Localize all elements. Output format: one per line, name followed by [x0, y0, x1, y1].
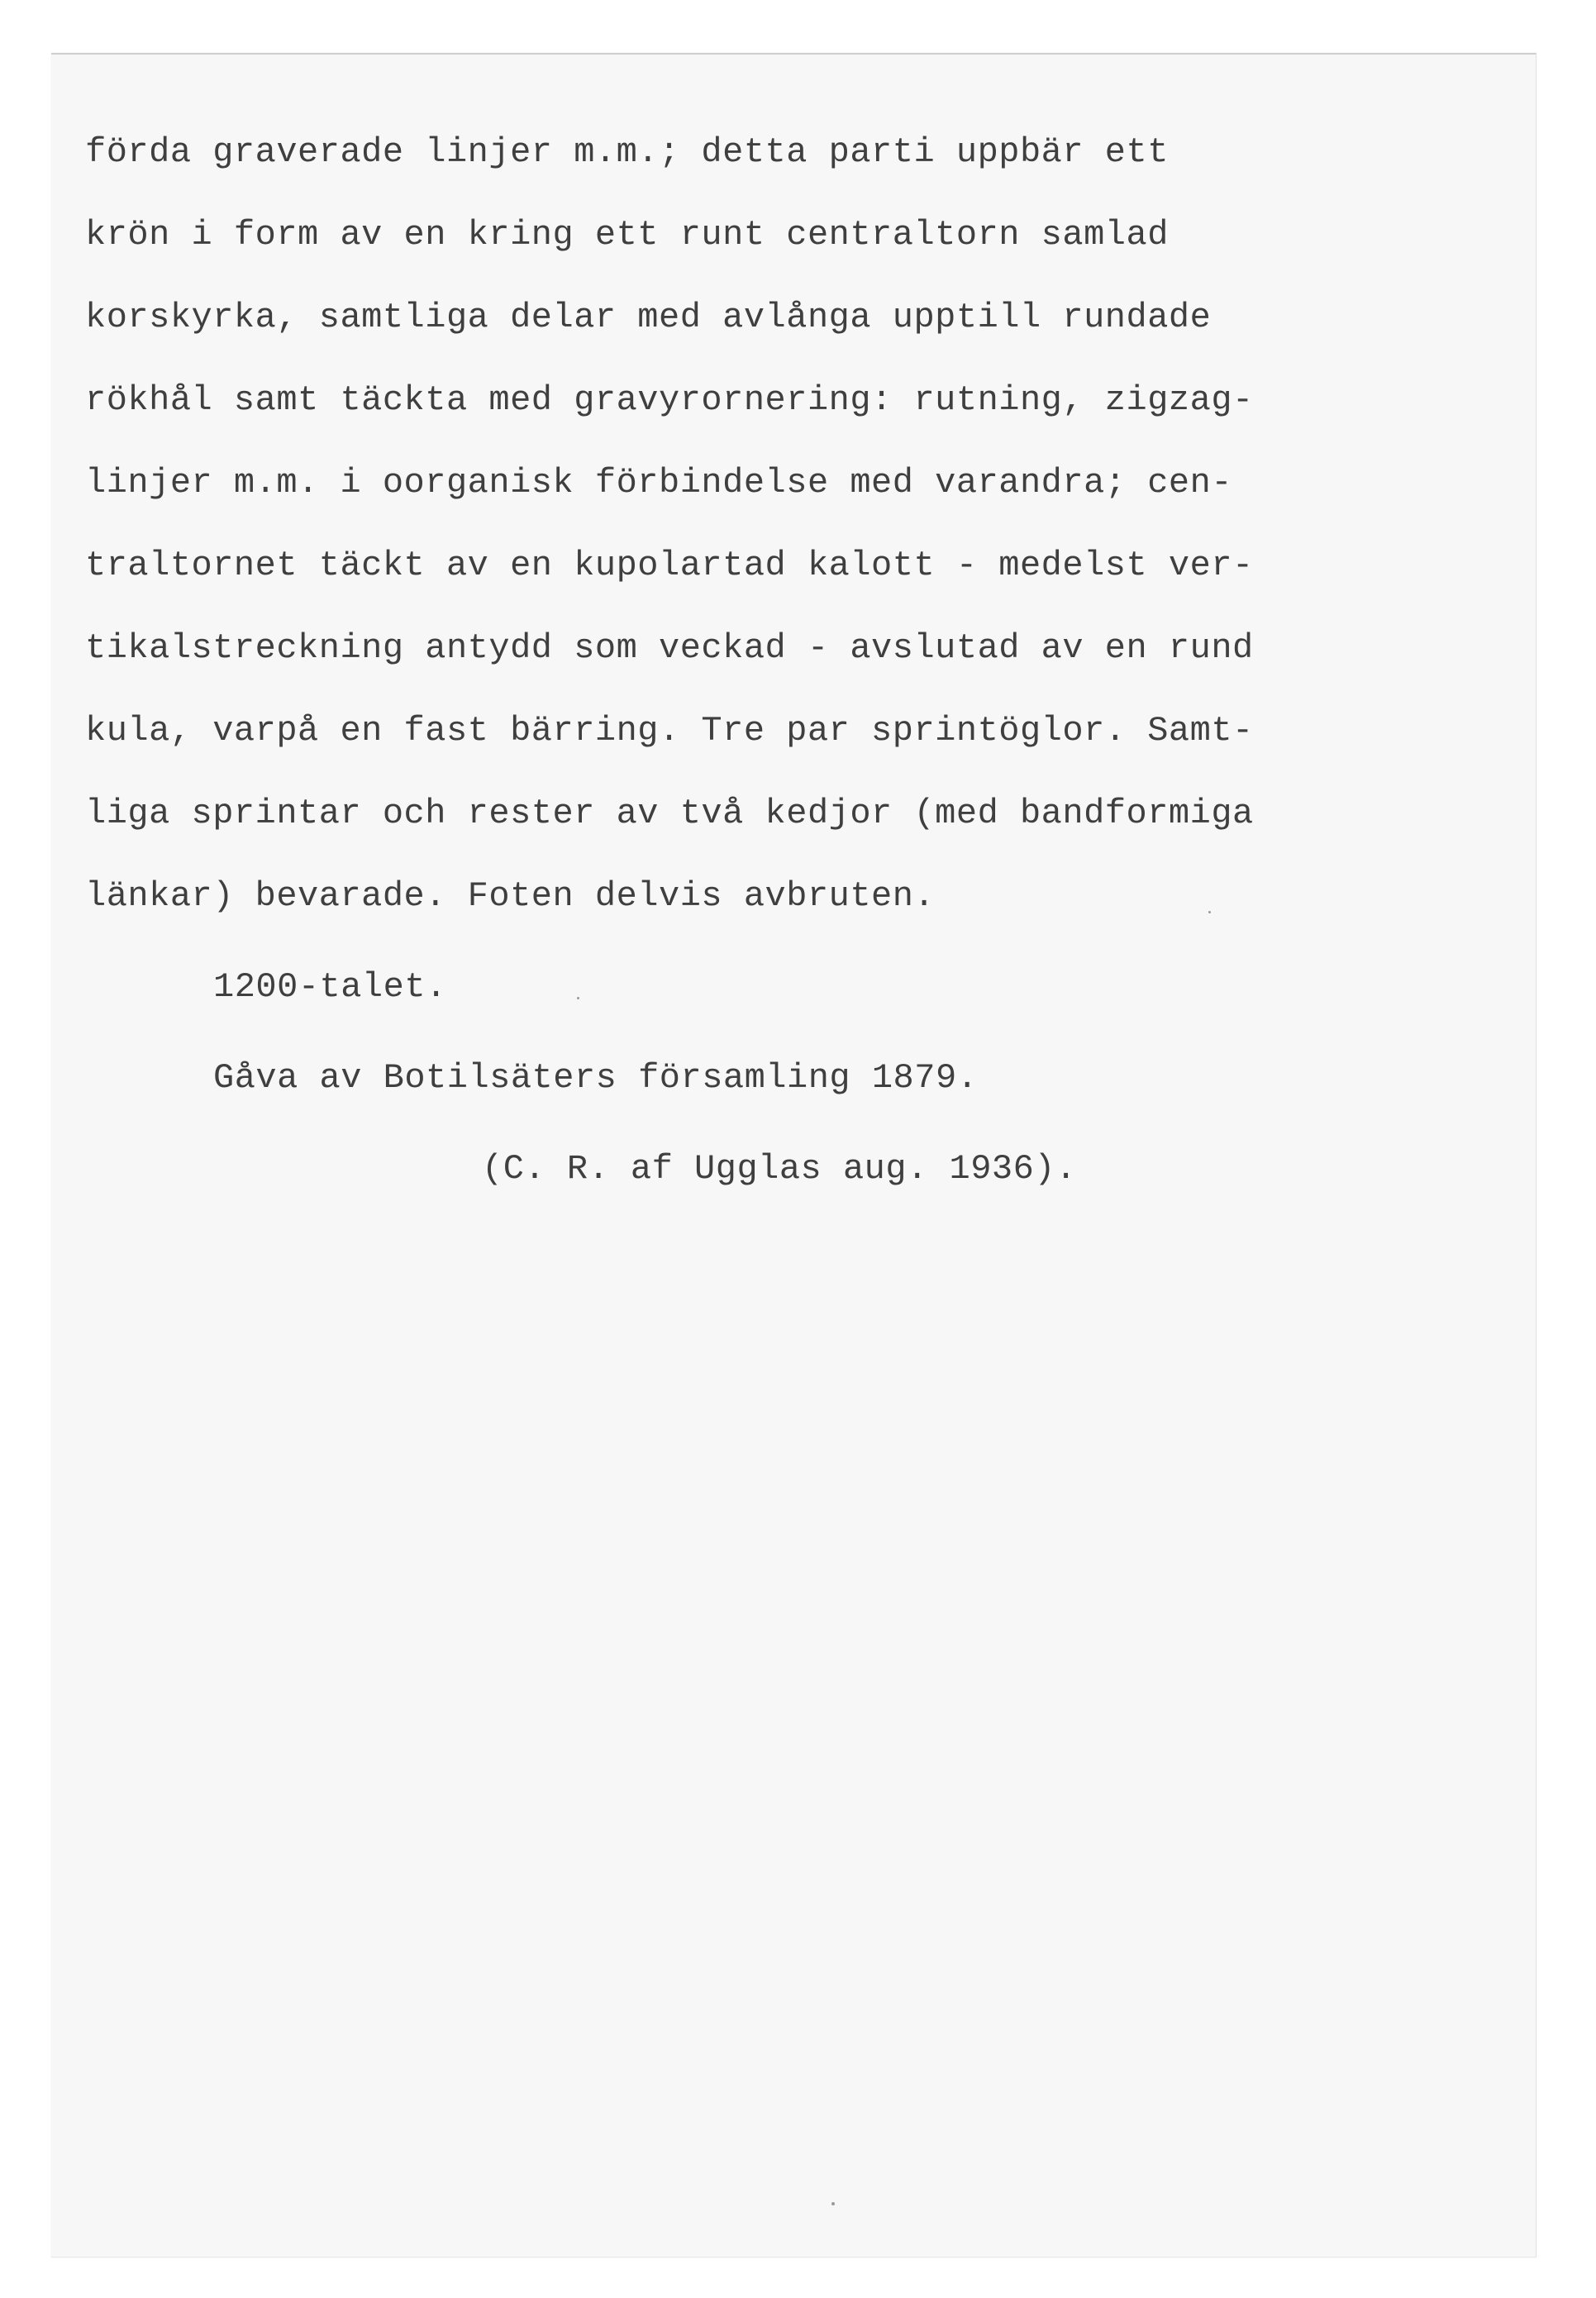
- catalogue-card: [51, 53, 1536, 2257]
- body-line-10: länkar) bevarade. Foten delvis avbruten.: [85, 876, 936, 916]
- body-line-5: linjer m.m. i oorganisk förbindelse med varandra; cen-: [85, 463, 1233, 503]
- body-line-1: förda graverade linjer m.m.; detta parti uppbär ett: [85, 132, 1169, 172]
- body-line-8: kula, varpå en fast bärring. Tre par sprintöglor. Samt-: [85, 711, 1254, 751]
- dating-line: 1200-talet.: [213, 967, 447, 1007]
- body-line-3: korskyrka, samtliga delar med avlånga upptill rundade: [85, 298, 1212, 337]
- body-line-9: liga sprintar och rester av två kedjor (med bandformiga: [85, 794, 1254, 833]
- body-line-2: krön i form av en kring ett runt centraltorn samlad: [85, 215, 1169, 255]
- author-signature-line: (C. R. af Ugglas aug. 1936).: [482, 1149, 1077, 1189]
- body-line-7: tikalstreckning antydd som veckad - avslutad av en rund: [85, 628, 1254, 668]
- body-line-4: rökhål samt täckta med gravyrornering: rutning, zigzag-: [85, 380, 1254, 420]
- paper-speck: [831, 2202, 835, 2205]
- paper-speck: [577, 997, 579, 999]
- body-line-6: traltornet täckt av en kupolartad kalott - medelst ver-: [85, 546, 1254, 585]
- paper-speck: [1208, 911, 1211, 913]
- provenance-line: Gåva av Botilsäters församling 1879.: [213, 1058, 979, 1098]
